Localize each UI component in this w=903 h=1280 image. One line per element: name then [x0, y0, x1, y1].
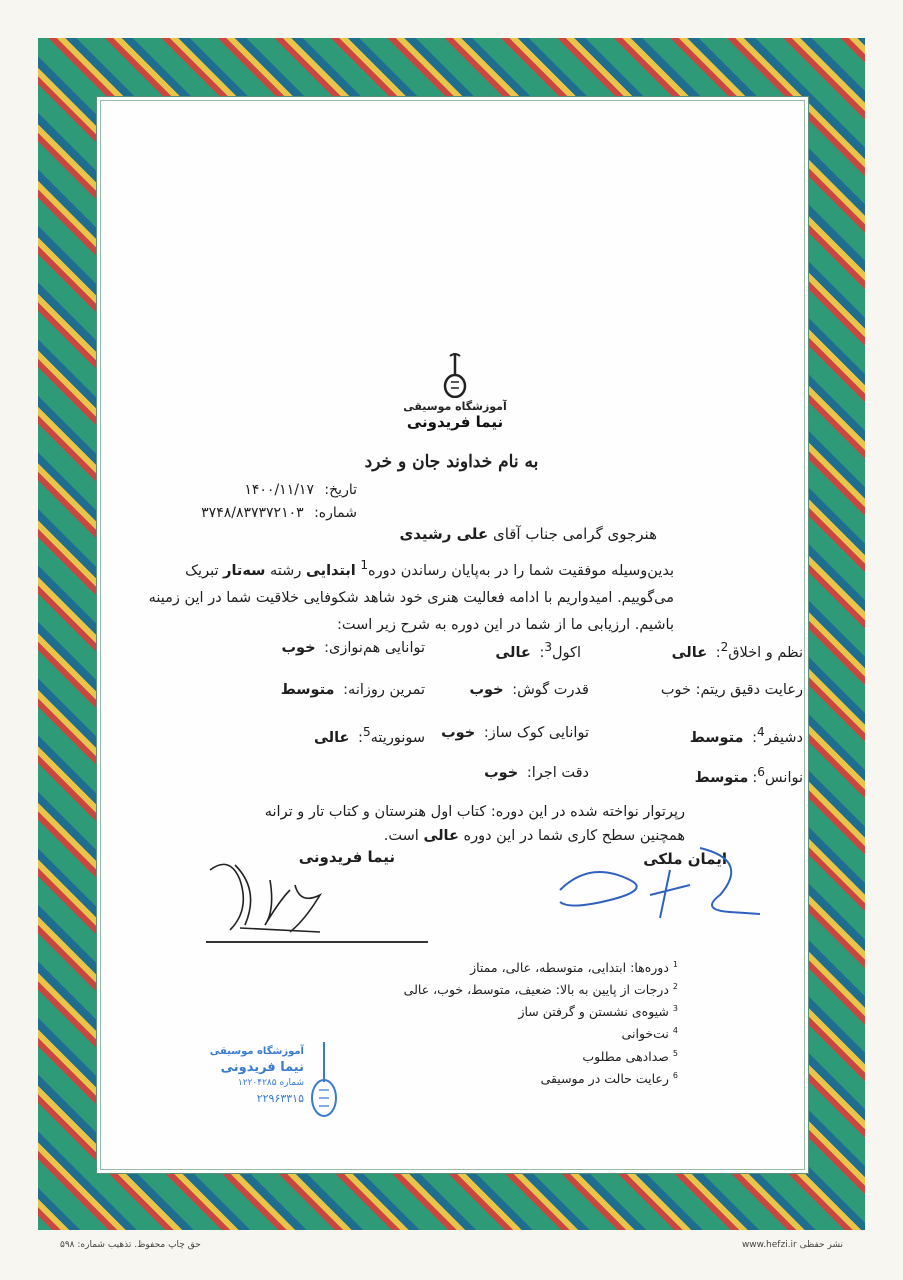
grade-item: دقت اجرا: خوب [484, 765, 589, 781]
signature-line [206, 941, 428, 943]
grade-item: رعایت دقیق ریتم: خوب [660, 682, 803, 698]
footer-copyright: حق چاپ محفوظ. تذهیب شماره: ۵۹۸ [60, 1240, 201, 1250]
footnote: $^1$دوره‌ها: ابتدایی، متوسطه، عالی، ممتاز [470, 960, 678, 976]
grade-item: قدرت گوش: خوب [469, 682, 589, 698]
date-value: ۱۴۰۰/۱۱/۱۷ [244, 482, 314, 498]
grades-section [100, 638, 803, 818]
signature-left-icon [200, 850, 380, 940]
number-value: ۳۷۴۸/۸۳۷۳۷۲۱۰۳ [201, 505, 304, 521]
footnote: $^5$صدادهی مطلوب [582, 1048, 678, 1064]
grade-item: نوانس$^6$:متوسط [694, 765, 803, 786]
grade-item: توانایی هم‌نوازی: خوب [281, 640, 425, 656]
grade-item: اکول$^3$: عالی [495, 640, 581, 661]
school-stamp [200, 1040, 340, 1120]
stamp-setar-icon [308, 1040, 340, 1120]
salutation-prefix: هنرجوی گرامی جناب آقای [492, 525, 657, 543]
course-level: ابتدایی [305, 562, 356, 579]
signer-right-name: ایمان ملکی [643, 850, 727, 868]
school-logo [400, 352, 510, 431]
date-line [244, 482, 357, 498]
number-line [201, 505, 357, 521]
repertoire-line-2: همچنین سطح کاری شما در این دوره عالی است. [383, 828, 685, 844]
stamp-line-1: آموزشگاه موسیقی [209, 1046, 304, 1057]
logo-name: نیما فریدونی [406, 413, 504, 431]
instrument-name: سه‌تار [223, 562, 266, 579]
body-text-1: بدین‌وسیله موفقیت شما را در به‌پایان رساندن دوره [368, 562, 674, 579]
setar-logo-icon [438, 352, 472, 398]
stamp-line-3: شماره ۱۲۲۰۴۲۸۵ [237, 1078, 304, 1088]
grade-item: دشیفر$^4$: متوسط [689, 725, 803, 746]
body-text-3: تبریک می‌گوییم. امیدواریم با ادامه فعالیت هنری خود شاهد شکوفایی خلاقیت شما در این زمینه باشیم. ارزیابی ما از شما در این دوره به شرح زیر است: [148, 562, 674, 633]
repertoire-line-1: رپرتوار نواخته شده در این دوره: کتاب اول هنرستان و کتاب تار و ترانه [264, 804, 685, 820]
number-label: شماره: [314, 505, 357, 521]
stamp-line-2: نیما فریدونی [220, 1060, 304, 1075]
date-label: تاریخ: [324, 482, 357, 498]
student-name: علی رشیدی [399, 525, 489, 543]
footnotes [404, 955, 678, 1088]
grade-item: نظم و اخلاق$^2$: عالی [671, 640, 803, 661]
grade-item: توانایی کوک ساز: خوب [441, 725, 589, 741]
certificate [100, 100, 803, 1168]
bismillah-heading: به نام خداوند جان و خرد [364, 452, 539, 472]
grade-item: سونوریته$^5$: عالی [313, 725, 425, 746]
body-paragraph [124, 552, 674, 639]
salutation [399, 525, 657, 543]
footnote: $^6$رعایت حالت در موسیقی [540, 1070, 678, 1086]
stamp-line-4: ۲۲۹۶۳۳۱۵ [256, 1092, 304, 1105]
footer-publisher: www.hefzi.ir نشر حفظی [741, 1240, 843, 1250]
logo-title: آموزشگاه موسیقی [403, 400, 507, 413]
body-text-2: رشته [270, 562, 302, 579]
grade-item: تمرین روزانه: متوسط [280, 682, 425, 698]
footnote: $^4$نت‌خوانی [621, 1026, 678, 1042]
footnote: $^3$شیوه‌ی نشستن و گرفتن ساز [518, 1004, 678, 1020]
signature-right-icon [550, 840, 770, 930]
level-footnote: 1 [360, 558, 369, 572]
footnote: $^2$درجات از پایین به بالا: ضعیف، متوسط، خوب، عالی [403, 982, 678, 998]
signer-left-name: نیما فریدونی [298, 848, 395, 866]
